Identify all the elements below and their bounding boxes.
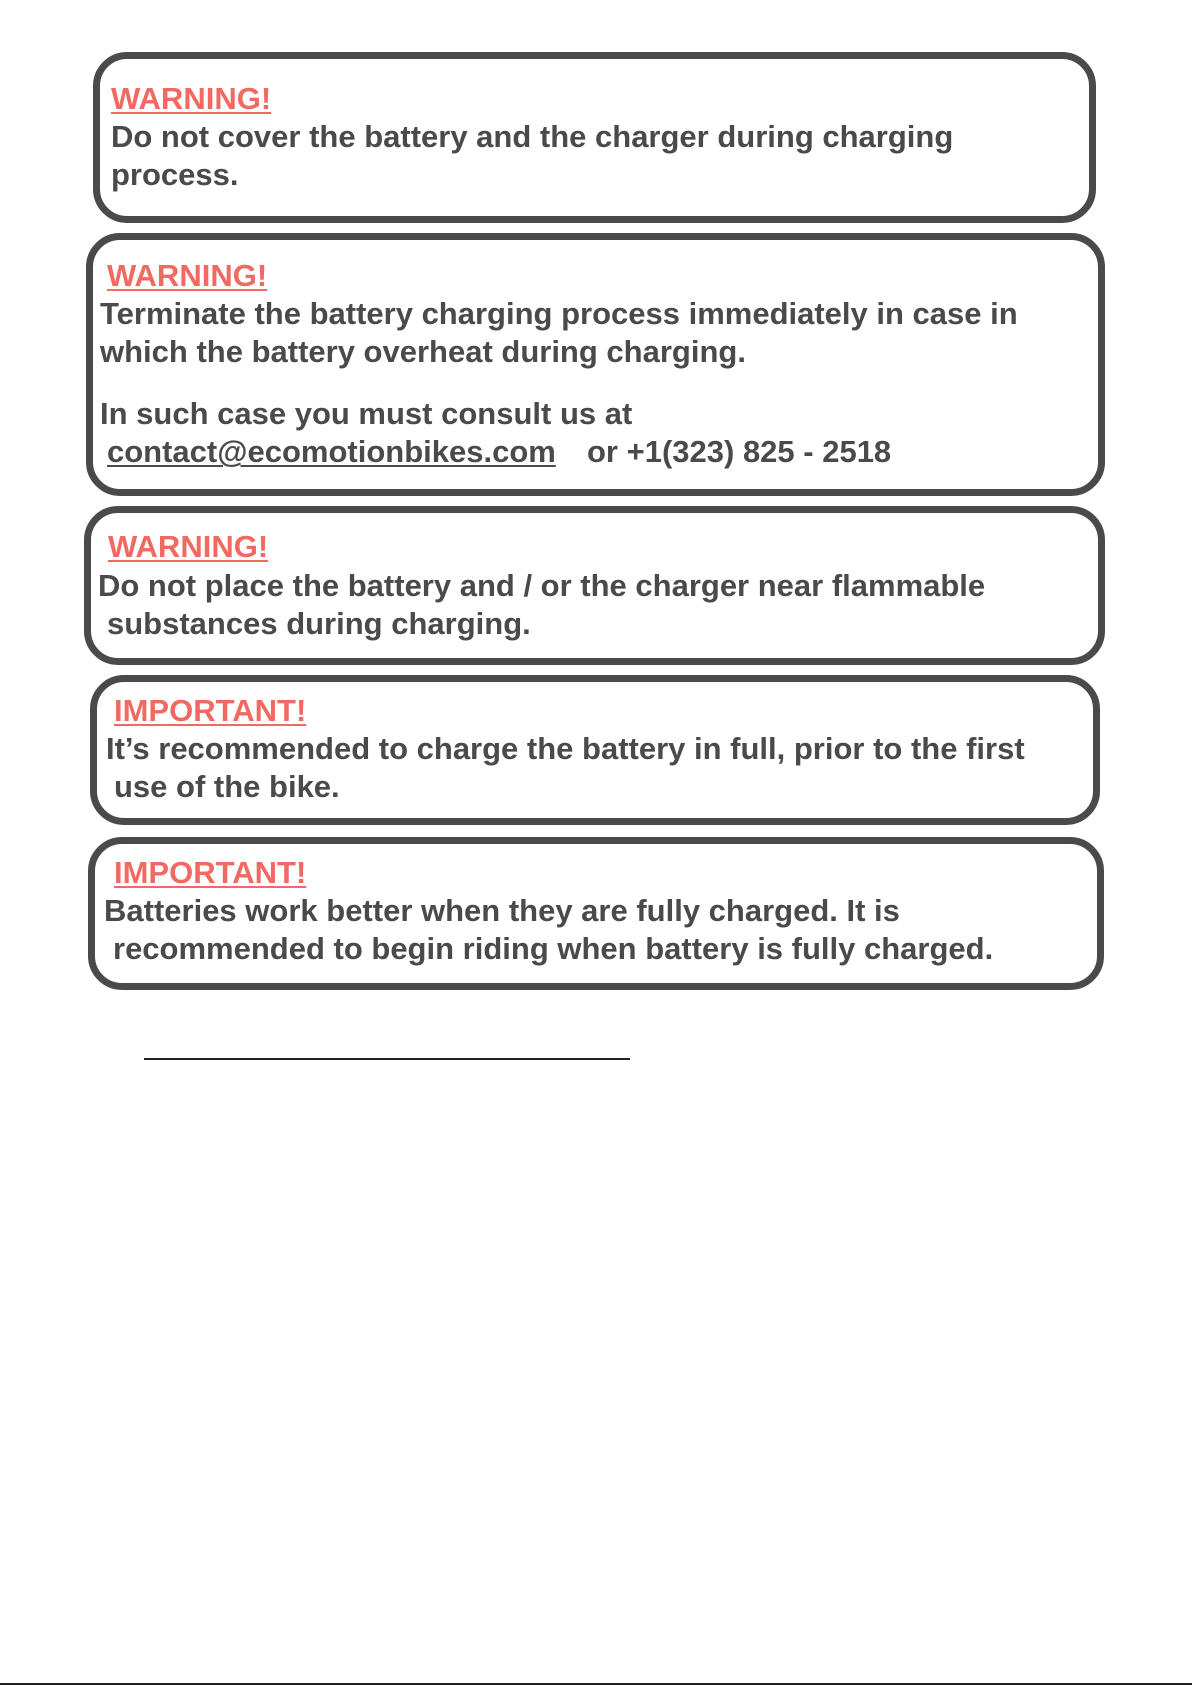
warning-text-line: Do not cover the battery and the charger during charging xyxy=(111,119,954,154)
footnote-separator xyxy=(144,1058,630,1060)
warning-text-line: In such case you must consult us at xyxy=(100,396,633,431)
warning-text-line: Do not place the battery and / or the charger near flammable xyxy=(98,568,986,603)
warning-text-line: Terminate the battery charging process immediately in case in xyxy=(100,296,1018,331)
important-text-line: Batteries work better when they are fully charged. It is xyxy=(104,893,900,928)
warning-text-line: which the battery overheat during charging. xyxy=(100,334,746,369)
warning-heading: WARNING! xyxy=(108,529,269,564)
contact-email-link[interactable]: contact@ecomotionbikes.com xyxy=(107,434,556,469)
important-text-line: recommended to begin riding when battery is fully charged. xyxy=(113,931,994,966)
warning-heading: WARNING! xyxy=(107,258,268,293)
warning-text-line: substances during charging. xyxy=(107,606,531,641)
important-heading: IMPORTANT! xyxy=(114,855,307,890)
contact-phone: or +1(323) 825 - 2518 xyxy=(587,434,892,469)
important-heading: IMPORTANT! xyxy=(114,693,307,728)
important-text-line: use of the bike. xyxy=(114,769,340,804)
important-text-line: It’s recommended to charge the battery in full, prior to the first xyxy=(106,731,1025,766)
warning-heading: WARNING! xyxy=(111,81,272,116)
warning-text-line: process. xyxy=(111,157,239,192)
